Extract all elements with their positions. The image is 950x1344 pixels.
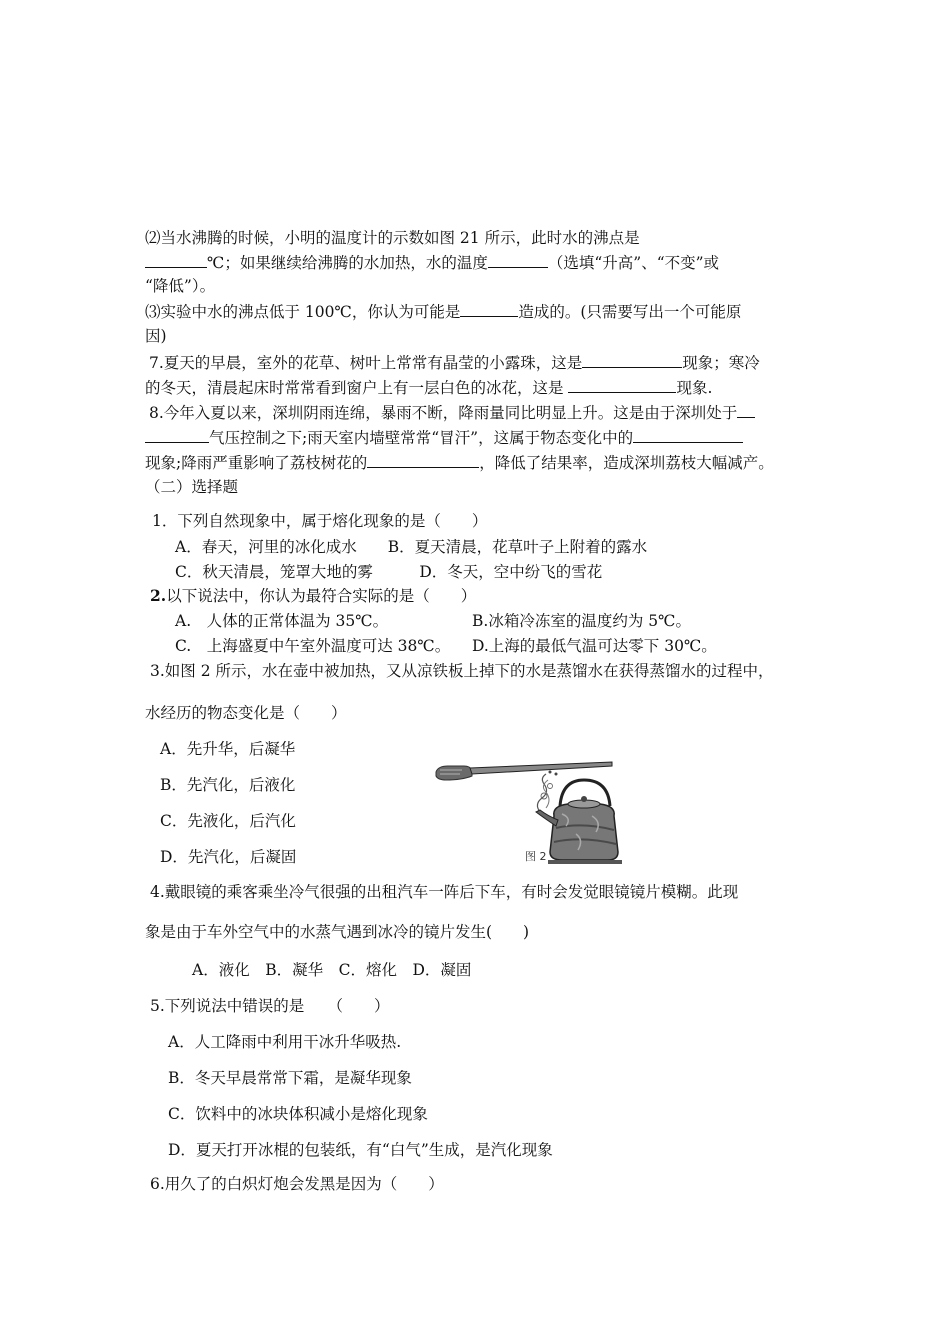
answer-blank[interactable] (582, 352, 682, 368)
choice-3-stem-line1: 3.如图 2 所示，水在壶中被加热，又从凉铁板上掉下的水是蒸馏水在获得蒸馏水的过程中， (150, 662, 774, 680)
choice-5-option-a[interactable]: A．人工降雨中利用干冰升华吸热. (168, 1033, 402, 1051)
choice-4-stem-line2: 象是由于车外空气中的水蒸气遇到冰冷的镜片发生( ) (145, 923, 530, 941)
answer-blank[interactable] (488, 252, 548, 268)
choice-3-option-c[interactable]: C．先液化，后汽化 (160, 812, 296, 830)
choice-6-stem: 6.用久了的白炽灯炮会发黑是因为（ ） (150, 1175, 444, 1193)
answer-blank[interactable] (460, 301, 518, 317)
choice-5-option-b[interactable]: B．冬天早晨常常下霜，是凝华现象 (168, 1069, 412, 1087)
answer-blank[interactable] (145, 252, 207, 268)
choice-2-option-b[interactable]: B.冰箱冷冻室的温度约为 5℃。 (472, 612, 691, 630)
q8-line3: 现象;降雨严重影响了荔枝树花的 ，降低了结果率，造成深圳荔枝大幅减产。 (145, 454, 774, 472)
q8-line2: 气压控制之下;雨天室内墙壁常常“冒汗”，这属于物态变化中的 (145, 427, 743, 448)
choice-5-stem: 5.下列说法中错误的是 （ ） (150, 997, 390, 1015)
answer-blank[interactable] (568, 377, 676, 393)
figure-caption: 图 2 (525, 850, 547, 863)
choice-1-stem: 1．下列自然现象中，属于熔化现象的是（ ） (152, 512, 488, 530)
answer-blank[interactable] (145, 427, 209, 443)
choice-3-option-b[interactable]: B．先汽化，后液化 (160, 776, 296, 794)
choice-5-option-d[interactable]: D．夏天打开冰棍的包装纸，有“白气”生成，是汽化现象 (168, 1141, 553, 1159)
section-heading-choice: （二）选择题 (145, 478, 239, 496)
choice-1-options-row1[interactable]: A．春天，河里的冰化成水 B．夏天清晨，花草叶子上附着的露水 (175, 538, 648, 556)
choice-3-stem-line2: 水经历的物态变化是（ ） (145, 704, 347, 722)
choice-3-option-a[interactable]: A．先升华，后凝华 (160, 740, 296, 758)
q8-line1: 8.今年入夏以来，深圳阴雨连绵，暴雨不断，降雨量同比明显上升。这是由于深圳处于 (149, 402, 755, 423)
q6-part2-line2: ℃；如果继续给沸腾的水加热，水的温度 （选填“升高”、“不变”或 (145, 252, 719, 273)
q6-part3-line2: 因) (145, 327, 167, 345)
answer-blank[interactable] (737, 402, 755, 418)
choice-2-option-d[interactable]: D.上海的最低气温可达零下 30℃。 (472, 637, 717, 655)
q6-part3-line1: ⑶实验中水的沸点低于 100℃，你认为可能是 造成的。(只需要写出一个可能原 (145, 303, 742, 321)
choice-5-option-c[interactable]: C．饮料中的冰块体积减小是熔化现象 (168, 1105, 428, 1123)
choice-2-option-a[interactable]: A. 人体的正常体温为 35℃。 (175, 612, 389, 630)
answer-blank[interactable] (367, 452, 479, 468)
choice-1-options-row2[interactable]: C．秋天清晨，笼罩大地的雾 D．冬天，空中纷飞的雪花 (175, 563, 603, 581)
choice-2-option-c[interactable]: C. 上海盛夏中午室外温度可达 38℃。 (175, 637, 451, 655)
choice-2-stem: 2.以下说法中，你认为最符合实际的是（ ） (150, 586, 477, 605)
answer-blank[interactable] (633, 427, 743, 443)
q7-line2: 的冬天，清晨起床时常常看到窗户上有一层白色的冰花，这是 现象. (145, 379, 713, 397)
choice-4-options[interactable]: A．液化 B．凝华 C．熔化 D．凝固 (192, 961, 472, 979)
choice-3-option-d[interactable]: D．先汽化，后凝固 (160, 848, 297, 866)
q6-part2-line3: “降低”）。 (145, 277, 216, 295)
q6-part2-line1: ⑵当水沸腾的时候，小明的温度计的示数如图 21 所示，此时水的沸点是 (145, 229, 640, 247)
choice-4-stem-line1: 4.戴眼镜的乘客乘坐冷气很强的出租汽车一阵后下车，有时会发觉眼镜镜片模糊。此现 (150, 883, 739, 901)
q7-line1: 7.夏天的早晨，室外的花草、树叶上常常有晶莹的小露珠，这是 现象；寒冷 (149, 354, 760, 372)
